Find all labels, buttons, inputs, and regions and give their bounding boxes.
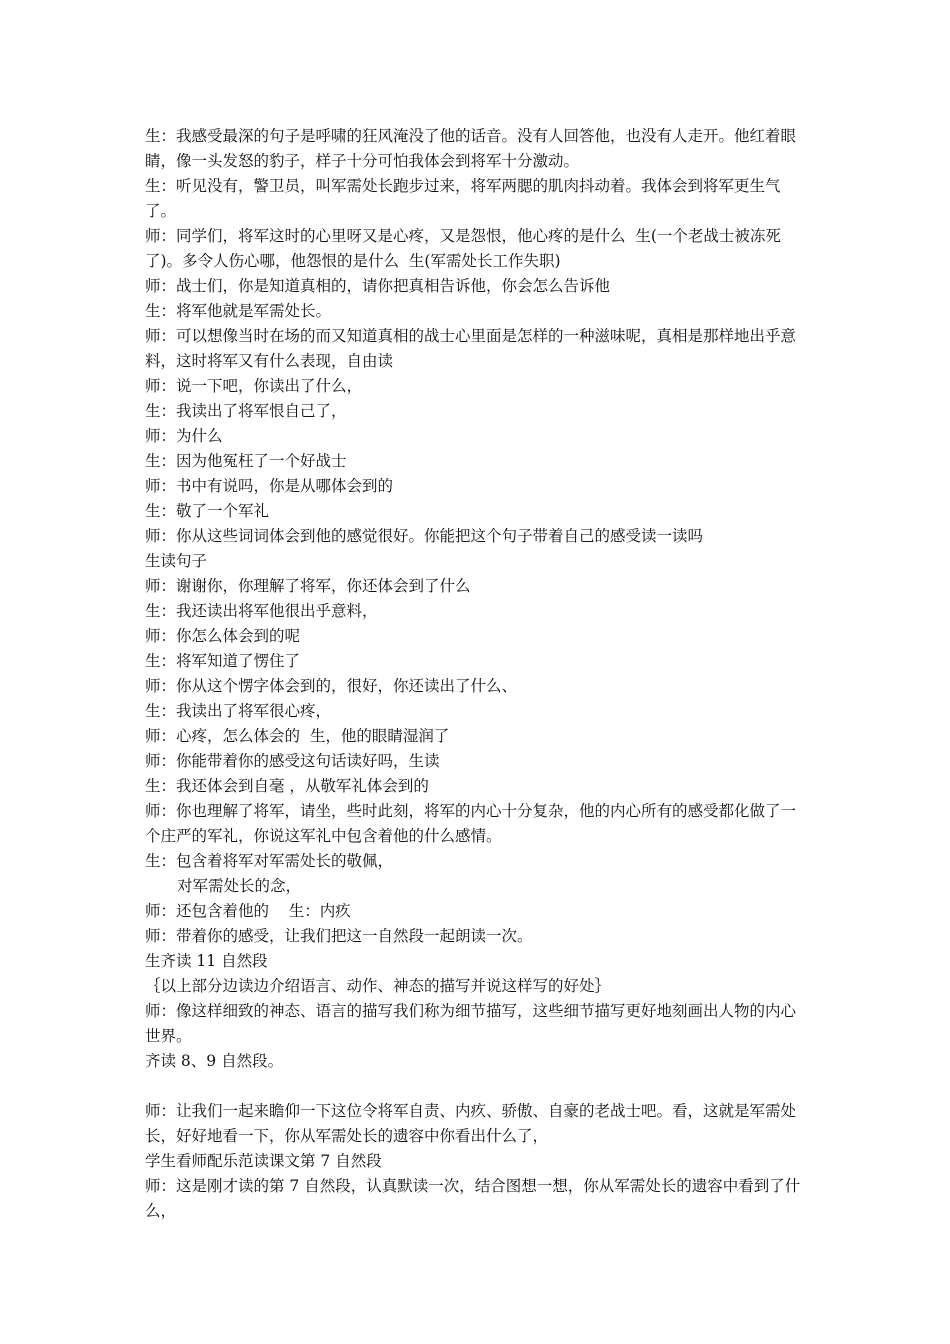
paragraph: 师：这是刚才读的第 7 自然段，认真默读一次，结合图想一想，你从军需处长的遗容中看到了什么， xyxy=(145,1177,801,1220)
paragraph: 生：我感受最深的句子是呼啸的狂风淹没了他的话音。没有人回答他，也没有人走开。他红着眼睛，像一头发怒的豹子，样子十分可怕我体会到将军十分激动。 xyxy=(145,127,797,170)
paragraph: 师：同学们，将军这时的心里呀又是心疼，又是怨恨，他心疼的是什么 生(一个老战士被冻死了)。多令人伤心哪，他怨恨的是什么 生(军需处长工作失职) xyxy=(145,227,781,270)
paragraph: 师：你从这些词词体会到他的感觉很好。你能把这个句子带着自己的感受读一读吗 xyxy=(145,527,704,545)
paragraph: 师：心疼，怎么体会的 生，他的眼睛湿润了 xyxy=(145,727,450,745)
blank-line xyxy=(145,1074,810,1099)
paragraph: 师：为什么 xyxy=(145,427,223,445)
paragraph: 生：我读出了将军恨自己了， xyxy=(145,402,347,420)
paragraph: 生：我还体会到自毫 ，从敬军礼体会到的 xyxy=(145,777,429,795)
paragraph-indented: 对军需处长的念， xyxy=(177,877,302,895)
paragraph: ｛以上部分边读边介绍语言、动作、神态的描写并说这样写的好处｝ xyxy=(145,977,611,995)
paragraph: 生：我读出了将军很心疼， xyxy=(145,702,332,720)
paragraph: 生：包含着将军对军需处长的敬佩， xyxy=(145,852,394,870)
paragraph: 师：说一下吧，你读出了什么， xyxy=(145,377,363,395)
paragraph: 生：因为他冤枉了一个好战士 xyxy=(145,452,347,470)
paragraph: 生：将军知道了愣住了 xyxy=(145,652,301,670)
document-page xyxy=(145,124,810,1224)
paragraph: 生：将军他就是军需处长。 xyxy=(145,302,332,320)
paragraph: 师：谢谢你，你理解了将军，你还体会到了什么 xyxy=(145,577,471,595)
paragraph: 生：听见没有，警卫员，叫军需处长跑步过来，将军两腮的肌肉抖动着。我体会到将军更生气了。 xyxy=(145,177,781,220)
paragraph: 师：战士们，你是知道真相的，请你把真相告诉他，你会怎么告诉他 xyxy=(145,277,611,295)
paragraph: 生读句子 xyxy=(145,552,208,570)
paragraph: 师：你也理解了将军，请坐，些时此刻，将军的内心十分复杂，他的内心所有的感受都化做了一个庄严的军礼，你说这军礼中包含着他的什么感情。 xyxy=(145,802,797,845)
paragraph: 师：让我们一起来瞻仰一下这位令将军自责、内疚、骄傲、自豪的老战士吧。看，这就是军需处长，好好地看一下，你从军需处长的遗容中你看出什么了， xyxy=(145,1102,797,1145)
paragraph: 学生看师配乐范读课文第 7 自然段 xyxy=(145,1152,382,1170)
paragraph: 齐读 8、9 自然段。 xyxy=(145,1052,284,1070)
paragraph: 师：你能带着你的感受这句话读好吗，生读 xyxy=(145,752,440,770)
paragraph: 师：带着你的感受，让我们把这一自然段一起朗读一次。 xyxy=(145,927,533,945)
paragraph: 师：你怎么体会到的呢 xyxy=(145,627,301,645)
paragraph: 师：可以想像当时在场的而又知道真相的战士心里面是怎样的一种滋味呢，真相是那样地出乎意料，这时将军又有什么表现，自由读 xyxy=(145,327,797,370)
paragraph: 师：像这样细致的神态、语言的描写我们称为细节描写，这些细节描写更好地刻画出人物的内心世界。 xyxy=(145,1002,797,1045)
paragraph: 师：书中有说吗，你是从哪体会到的 xyxy=(145,477,394,495)
paragraph: 师：还包含着他的 生：内疚 xyxy=(145,902,351,920)
paragraph: 生：我还读出将军他很出乎意料， xyxy=(145,602,378,620)
paragraph: 生：敬了一个军礼 xyxy=(145,502,270,520)
paragraph: 生齐读 11 自然段 xyxy=(145,952,268,970)
paragraph: 师：你从这个愣字体会到的，很好，你还读出了什么、 xyxy=(145,677,518,695)
